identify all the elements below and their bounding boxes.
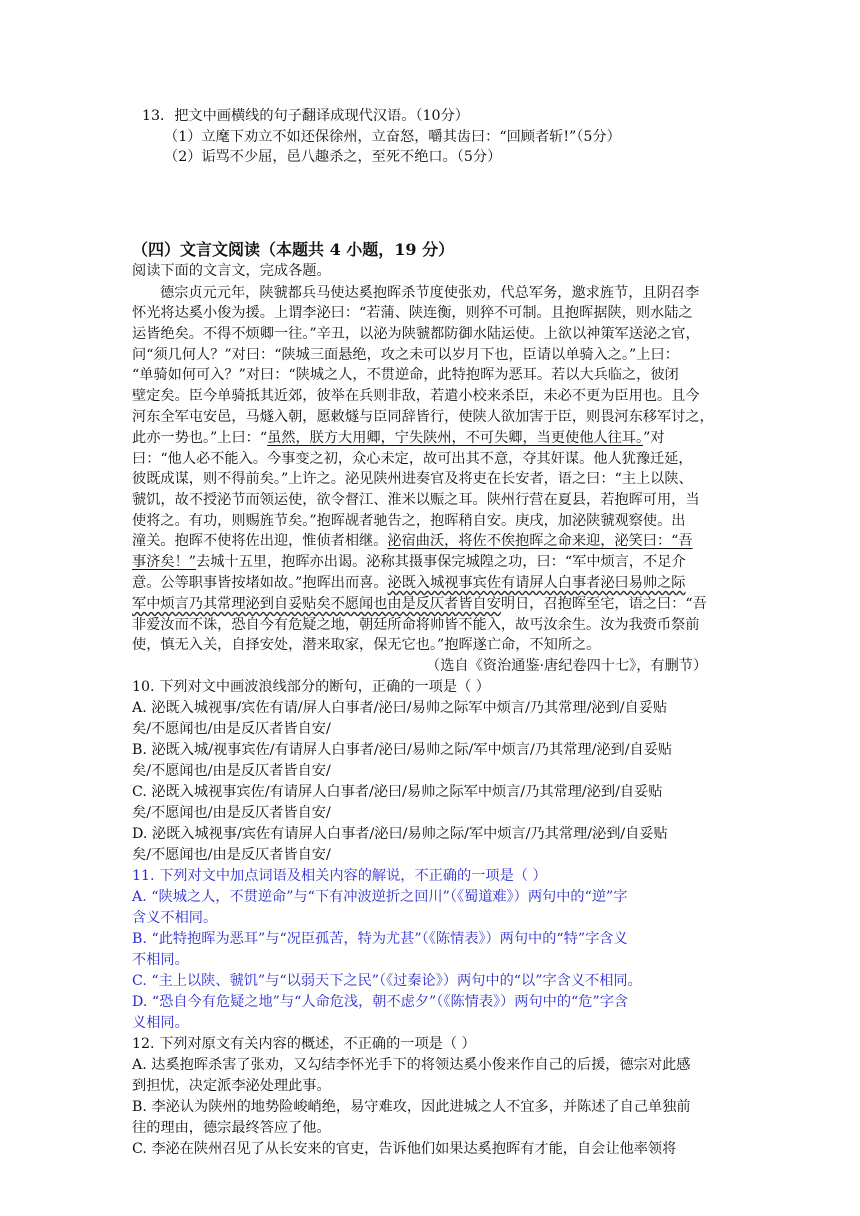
passage-line <box>132 573 685 593</box>
q12-option-b-cont: 往的理由，德宗最终答应了他。 <box>132 1120 331 1136</box>
passage-text: 明日，召抱晖至宅，语之曰：“吾 <box>500 596 707 612</box>
q10-option-c: C. 泌既入城视事宾佐/有请屏人白事者/泌曰/易帅之际军中烦言/乃其常理/泌到/自妥贴 <box>132 784 663 800</box>
wavy-underlined-text: 泌既入城视事宾佐有请屏人白事者泌曰易帅之际 <box>387 575 686 591</box>
q12-option-a: A. 达奚抱晖杀害了张劝，又勾结李怀光手下的将领达奚小俊来作自己的后援，德宗对此感 <box>132 1057 691 1073</box>
q12-stem: 12. 下列对原文有关内容的概述，不正确的一项是（ ） <box>132 1036 476 1052</box>
q12-option-c: C. 李泌在陕州召见了从长安来的官吏，告诉他们如果达奚抱晖有才能，自会让他率领将 <box>132 1141 677 1157</box>
passage-line: 壁定矣。臣今单骑抵其近郊，彼举在兵则非敌，若遣小校来杀臣，未必不更为臣用也。且今 <box>132 388 700 404</box>
passage-text: ”对 <box>643 430 665 446</box>
passage-line: 使将之。有功，则赐旌节矣。”抱晖觇者驰告之，抱晖稍自安。庚戌，加泌陕虢观察使。出 <box>132 513 686 529</box>
passage-line: 运皆绝矣。不得不烦卿一往。”辛丑，以泌为陕虢都防御水陆运使。上欲以神策军送泌之官， <box>132 326 700 342</box>
q10-option-a: A. 泌既入城视事/宾佐有请/屏人白事者/泌曰/易帅之际军中烦言/乃其常理/泌到/自妥贴 <box>132 700 668 716</box>
passage-line: 河东全军屯安邑，马燧入朝，愿敕燧与臣同辞皆行，使陕人欲加害于臣，则畏河东移军讨之， <box>132 409 714 425</box>
q10-option-d-cont: 矣/不愿闻也/由是反仄者皆自安/ <box>132 847 331 863</box>
q10-option-d: D. 泌既入城视事/宾佐有请屏人白事者/泌曰/易帅之际/军中烦言/乃其常理/泌到/自妥贴 <box>132 826 668 842</box>
q13-title: 13．把文中画横线的句子翻译成现代汉语。（10分） <box>142 108 469 124</box>
passage-text: 去城十五里，抱晖亦出谒。泌称其摄事保完城隍之功，曰：“军中烦言，不足介 <box>196 554 686 570</box>
q12-option-a-cont: 到担忧，决定派李泌处理此事。 <box>132 1078 331 1094</box>
passage-text: 此亦一势也。”上曰：“ <box>132 430 268 446</box>
underlined-sentence: 事济矣！” <box>132 554 197 570</box>
passage-line: “单骑如何可入？”对曰：“陕城之人，不贯逆命，此特抱晖为恶耳。若以大兵临之，彼闭 <box>132 367 679 383</box>
q11-option-a-cont: 含义不相同。 <box>132 910 218 926</box>
passage-text: 潼关。抱晖不使将佐出迎，惟侦者相继。 <box>132 533 388 549</box>
underlined-sentence: 泌宿曲沃，将佐不俟抱晖之命来迎，泌笑曰：“吾 <box>387 533 693 549</box>
q11-option-a: A. “陕城之人，不贯逆命”与“下有冲波逆折之回川”（《蜀道难》）两句中的“逆”字 <box>132 889 628 905</box>
q11-option-b: B. “此特抱晖为恶耳”与“况臣孤苦，特为尤甚”（《陈情表》）两句中的“特”字含义 <box>132 931 628 947</box>
q10-option-b: B. 泌既入城/视事宾佐/有请屏人白事者/泌曰/易帅之际/军中烦言/乃其常理/泌到/自妥贴 <box>132 742 673 758</box>
q13-sentence-2: （2）诟骂不少屈，邑八趣杀之，至死不绝口。（5分） <box>164 149 502 165</box>
passage-text: 意。公等职事皆按堵如故。”抱晖出而喜。 <box>132 575 388 591</box>
passage-line <box>132 594 707 614</box>
q10-option-b-cont: 矣/不愿闻也/由是反仄者皆自安/ <box>132 763 331 779</box>
passage-line: 非爱汝而不诛，恐自今有危疑之地，朝廷所命将帅皆不能入，故丐汝余生。汝为我赍币祭前 <box>132 617 700 633</box>
passage-line <box>132 428 665 448</box>
wavy-underlined-text: 军中烦言乃其常理泌到自妥贴矣不愿闻也由是反仄者皆自安 <box>132 596 501 612</box>
q11-option-d: D. “恐自今有危疑之地”与“人命危浅，朝不虑夕”（《陈情表》）两句中的“危”字含 <box>132 994 629 1010</box>
passage-line: 使，慎无入关，自择安处，潜来取家，保无它也。”抱晖遂亡命，不知所之。 <box>132 637 601 653</box>
passage-line <box>132 531 693 551</box>
passage-line: 问“须几何人？”对曰：“陕城三面悬绝，攻之未可以岁月下也，臣请以单骑入之。”上曰： <box>132 347 679 363</box>
passage-line: 虢饥，故不授泌节而领运使，欲令督江、淮米以赈之耳。陕州行营在夏县，若抱晖可用，当 <box>132 492 700 508</box>
q10-option-a-cont: 矣/不愿闻也/由是反仄者皆自安/ <box>132 721 331 737</box>
instruction: 阅读下面的文言文，完成各题。 <box>132 263 331 279</box>
q10-option-c-cont: 矣/不愿闻也/由是反仄者皆自安/ <box>132 805 331 821</box>
passage-line: 德宗贞元元年，陕虢都兵马使达奚抱晖杀节度使张劝，代总军务，邀求旌节，且阴召李 <box>160 285 700 301</box>
passage-line: 曰：“他人必不能入。今事变之初，众心未定，故可出其不意，夺其奸谋。他人犹豫迁延， <box>132 451 693 467</box>
q11-option-b-cont: 不相同。 <box>132 952 189 968</box>
passage-line: 怀光将达奚小俊为援。上谓李泌曰：“若蒲、陕连衡，则猝不可制。且抱晖据陕，则水陆之 <box>132 305 693 321</box>
passage-line <box>132 552 686 572</box>
q11-option-c: C. “主上以陕、虢饥”与“以弱天下之民”（《过秦论》）两句中的“以”字含义不相同。 <box>132 973 642 989</box>
q12-option-b: B. 李泌认为陕州的地势险峻峭绝，易守难攻，因此进城之人不宜多，并陈述了自己单独前 <box>132 1099 691 1115</box>
section-heading: （四）文言文阅读（本题共 4 小题，19 分） <box>132 240 455 259</box>
q11-option-d-cont: 义相同。 <box>132 1015 189 1031</box>
underlined-sentence: 虽然，朕方大用卿，宁失陕州，不可失卿，当更使他人往耳。 <box>267 430 644 446</box>
q13-sentence-1: （1）立麾下劝立不如还保徐州，立奋怒，嚼其齿曰：“回顾者斩!”（5分） <box>164 129 621 145</box>
passage-line: 彼既成谋，则不得前矣。”上许之。泌见陕州进奏官及将吏在长安者，语之曰：“主上以陕、 <box>132 471 693 487</box>
source-citation: （选自《资治通鉴·唐纪卷四十七》，有删节） <box>426 658 708 674</box>
q11-stem: 11. 下列对文中加点词语及相关内容的解说，不正确的一项是（ ） <box>132 868 547 884</box>
q10-stem: 10. 下列对文中画波浪线部分的断句，正确的一项是（ ） <box>132 679 490 695</box>
